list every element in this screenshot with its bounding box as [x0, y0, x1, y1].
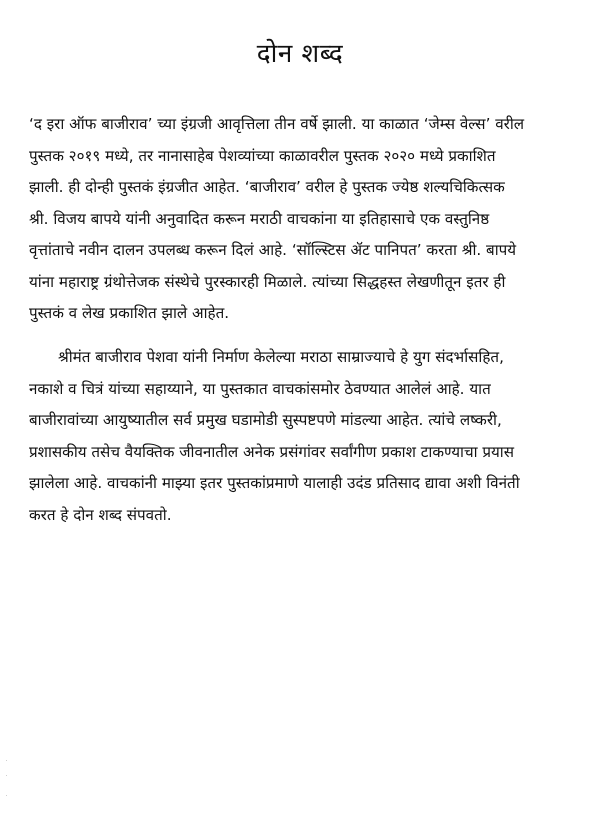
- paragraph-line: पुस्तक २०१९ मध्ये, तर नानासाहेब पेशव्यांच्या काळावरील पुस्तक २०२० मध्ये प्रकाशित: [29, 146, 496, 165]
- paragraph-1: [29, 109, 591, 330]
- paragraph-2: [29, 342, 591, 531]
- scan-edge-mark: [6, 775, 7, 776]
- paragraph-line: यांना महाराष्ट्र ग्रंथोत्तेजक संस्थेचे पुरस्कारही मिळाले. त्यांच्या सिद्धहस्त लेखणीतून इतर ही: [29, 272, 506, 291]
- scan-edge-mark: [6, 795, 7, 796]
- paragraph-line: बाजीरावांच्या आयुष्यातील सर्व प्रमुख घडामोडी सुस्पष्टपणे मांडल्या आहेत. त्यांचे लष्करी,: [29, 411, 502, 429]
- paragraph-line: नकाशे व चित्रं यांच्या सहाय्याने, या पुस्तकात वाचकांसमोर ठेवण्यात आलेलं आहे. यात: [29, 379, 491, 398]
- page-title: दोन शब्द: [256, 39, 344, 69]
- paragraph-line: पुस्तकं व लेख प्रकाशित झाले आहेत.: [29, 304, 230, 322]
- scan-edge-mark: [6, 760, 7, 761]
- paragraph-line: वृत्तांताचे नवीन दालन उपलब्ध करून दिलं आहे. ‘सॉल्स्टिस ॲट पानिपत’ करता श्री. बापये: [29, 241, 517, 259]
- paragraph-line: झालेला आहे. वाचकांनी माझ्या इतर पुस्तकांप्रमाणे यालाही उदंड प्रतिसाद द्यावा अशी विनंती: [29, 474, 520, 492]
- paragraph-line: श्रीमंत बाजीराव पेशवा यांनी निर्माण केलेल्या मराठा साम्राज्याचे हे युग संदर्भासहित,: [29, 348, 504, 366]
- paragraph-line: श्री. विजय बापये यांनी अनुवादित करून मराठी वाचकांना या इतिहासाचे एक वस्तुनिष्ठ: [29, 209, 490, 228]
- paragraph-line: प्रशासकीय तसेच वैयक्तिक जीवनातील अनेक प्रसंगांवर सर्वांगीण प्रकाश टाकण्याचा प्रयास: [29, 442, 514, 461]
- paragraph-line: ‘द इरा ऑफ बाजीराव’ च्या इंग्रजी आवृत्तिला तीन वर्षे झाली. या काळात ‘जेम्स वेल्स’ वरील: [29, 115, 525, 133]
- paragraph-line: झाली. ही दोन्ही पुस्तकं इंग्रजीत आहेत. ‘बाजीराव’ वरील हे पुस्तक ज्येष्ठ शल्यचिकित्सक: [29, 178, 505, 196]
- paragraph-line: करत हे दोन शब्द संपवतो.: [29, 505, 172, 524]
